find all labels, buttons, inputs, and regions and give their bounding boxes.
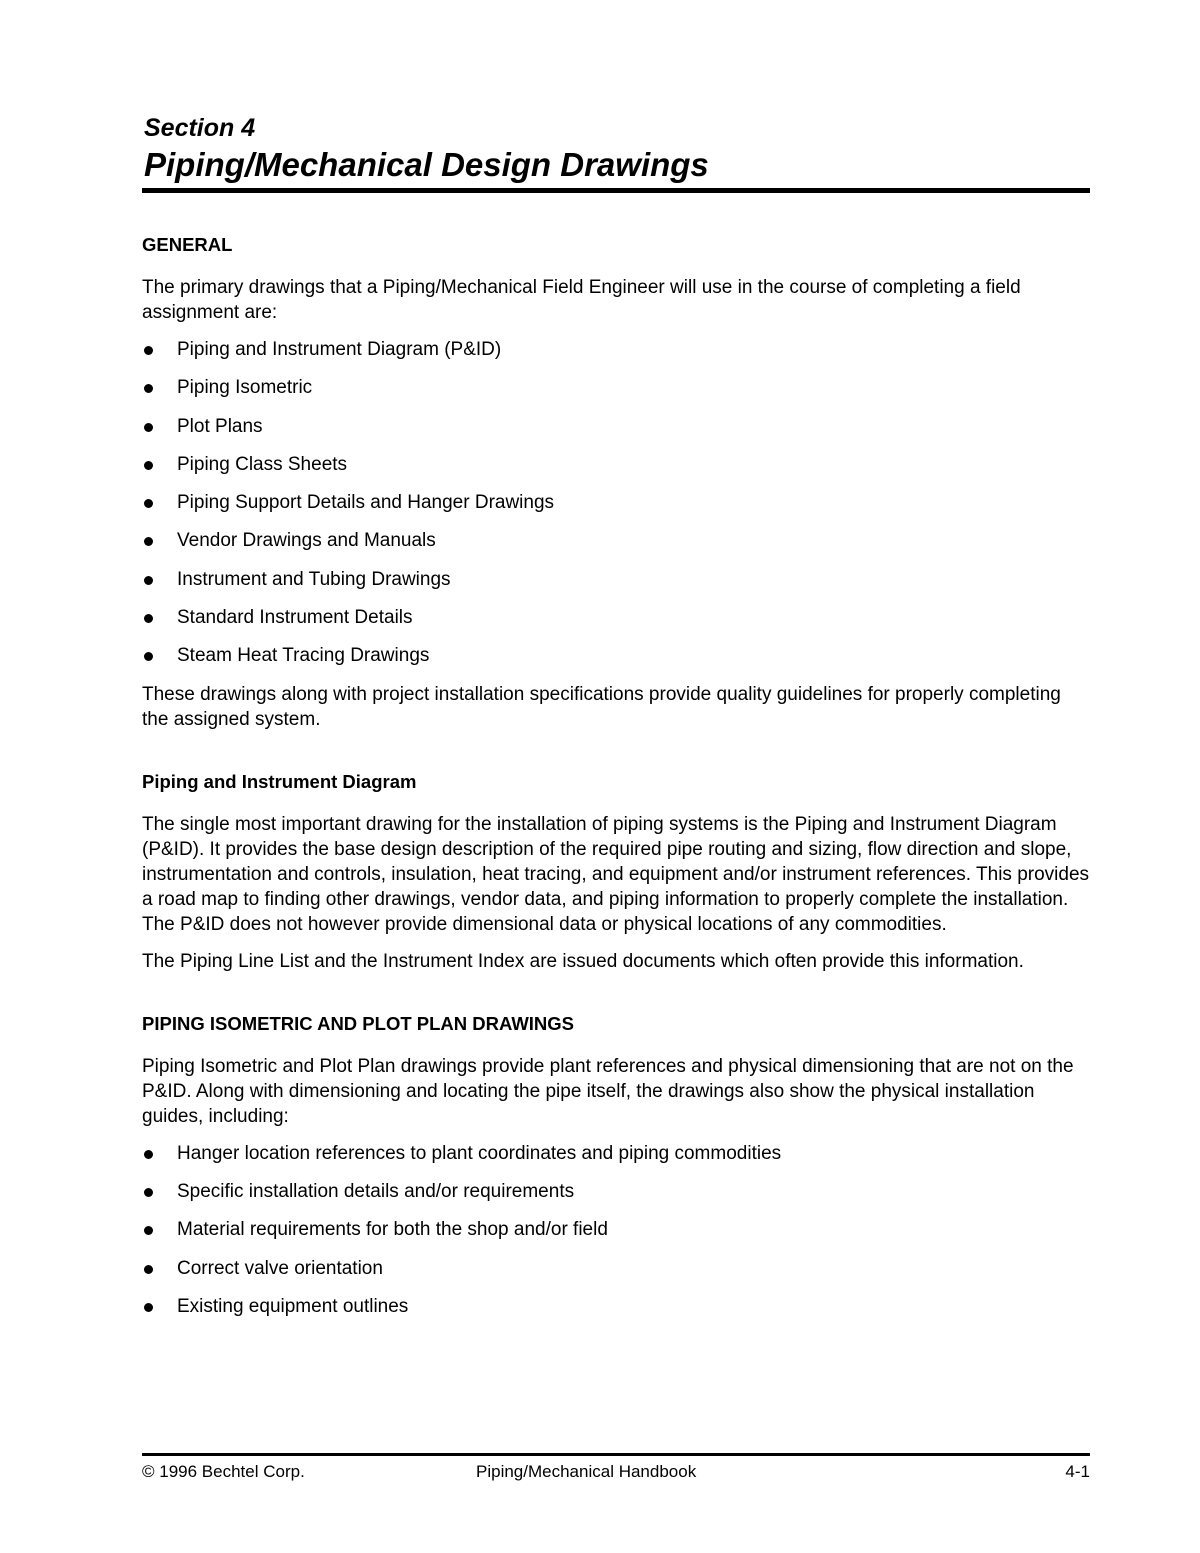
installation-guides-list	[142, 1141, 1090, 1320]
bullet-icon	[144, 1150, 153, 1159]
list-item	[142, 1256, 1090, 1282]
bullet-icon	[144, 1226, 153, 1235]
bullet-icon	[144, 614, 153, 623]
bullet-icon	[144, 1188, 153, 1197]
heading-general: GENERAL	[142, 234, 233, 255]
content	[142, 232, 1090, 1332]
document-page	[142, 0, 1090, 1553]
list-item	[142, 452, 1090, 478]
footer-rule	[142, 1453, 1090, 1456]
list-item-text: Material requirements for both the shop and/or field	[177, 1219, 608, 1241]
list-item	[142, 605, 1090, 631]
list-item-text: Steam Heat Tracing Drawings	[177, 645, 430, 667]
list-item-text: Vendor Drawings and Manuals	[177, 530, 436, 552]
footer-handbook-title: Piping/Mechanical Handbook	[476, 1462, 697, 1481]
bullet-icon	[144, 384, 153, 393]
list-item	[142, 1141, 1090, 1167]
list-item-text: Piping and Instrument Diagram (P&ID)	[177, 339, 502, 360]
bullet-icon	[144, 1303, 153, 1312]
bullet-icon	[144, 537, 153, 546]
general-intro: The primary drawings that a Piping/Mechanical Field Engineer will use in the course of completing a field assignment are:	[142, 277, 1021, 323]
pid-paragraph-1: The single most important drawing for the installation of piping systems is the Piping and Instrument Diagram (P&ID). It provides the base design description of the required pipe routing and sizing, flow direction and slope, instrumentation and controls, insulation, heat tracing, and equipment and/or instrument references. This provides a road map to finding other drawings, vendor data, and piping information to properly complete the installation. The P&ID does not however provide dimensional data or physical locations of any commodities.	[142, 813, 1090, 935]
list-item	[142, 375, 1090, 401]
list-item	[142, 1294, 1090, 1320]
heading-isometric: PIPING ISOMETRIC AND PLOT PLAN DRAWINGS	[142, 1012, 575, 1034]
list-item-text: Piping Support Details and Hanger Drawings	[177, 492, 555, 514]
pid-paragraph-2: The Piping Line List and the Instrument Index are issued documents which often provide this information.	[142, 950, 1024, 972]
list-item	[142, 414, 1090, 440]
bullet-icon	[144, 499, 153, 508]
list-item-text: Piping Isometric	[177, 377, 313, 399]
list-item	[142, 337, 1090, 363]
bullet-icon	[144, 652, 153, 661]
section-label: Section 4	[144, 114, 256, 142]
general-closing: These drawings along with project installation specifications provide quality guidelines for properly completing the assigned system.	[142, 683, 1061, 730]
list-item-text: Specific installation details and/or requirements	[177, 1180, 575, 1202]
list-item-text: Plot Plans	[177, 415, 263, 437]
list-item	[142, 490, 1090, 516]
bullet-icon	[144, 423, 153, 432]
drawings-list	[142, 337, 1090, 669]
list-item	[142, 567, 1090, 593]
list-item-text: Existing equipment outlines	[177, 1295, 409, 1317]
page-title: Piping/Mechanical Design Drawings	[144, 146, 709, 183]
bullet-icon	[144, 461, 153, 470]
list-item-text: Hanger location references to plant coordinates and piping commodities	[177, 1142, 782, 1164]
heading-pid: Piping and Instrument Diagram	[142, 770, 417, 792]
footer-copyright: © 1996 Bechtel Corp.	[142, 1462, 305, 1481]
list-item	[142, 1179, 1090, 1205]
list-item-text: Correct valve orientation	[177, 1257, 383, 1279]
bullet-icon	[144, 576, 153, 585]
list-item	[142, 643, 1090, 669]
list-item-text: Piping Class Sheets	[177, 453, 348, 475]
list-item	[142, 528, 1090, 554]
list-item-text: Instrument and Tubing Drawings	[177, 568, 451, 590]
bullet-icon	[144, 1265, 153, 1274]
list-item-text: Standard Instrument Details	[177, 607, 413, 629]
footer-page-number: 4-1	[1065, 1462, 1090, 1481]
bullet-icon	[144, 346, 153, 355]
title-rule	[142, 188, 1090, 193]
isometric-intro: Piping Isometric and Plot Plan drawings provide plant references and physical dimensioning that are not on the P&ID. Along with dimensioning and locating the pipe itself, the drawings also show the physical installation guides, including:	[142, 1055, 1074, 1127]
list-item	[142, 1217, 1090, 1243]
